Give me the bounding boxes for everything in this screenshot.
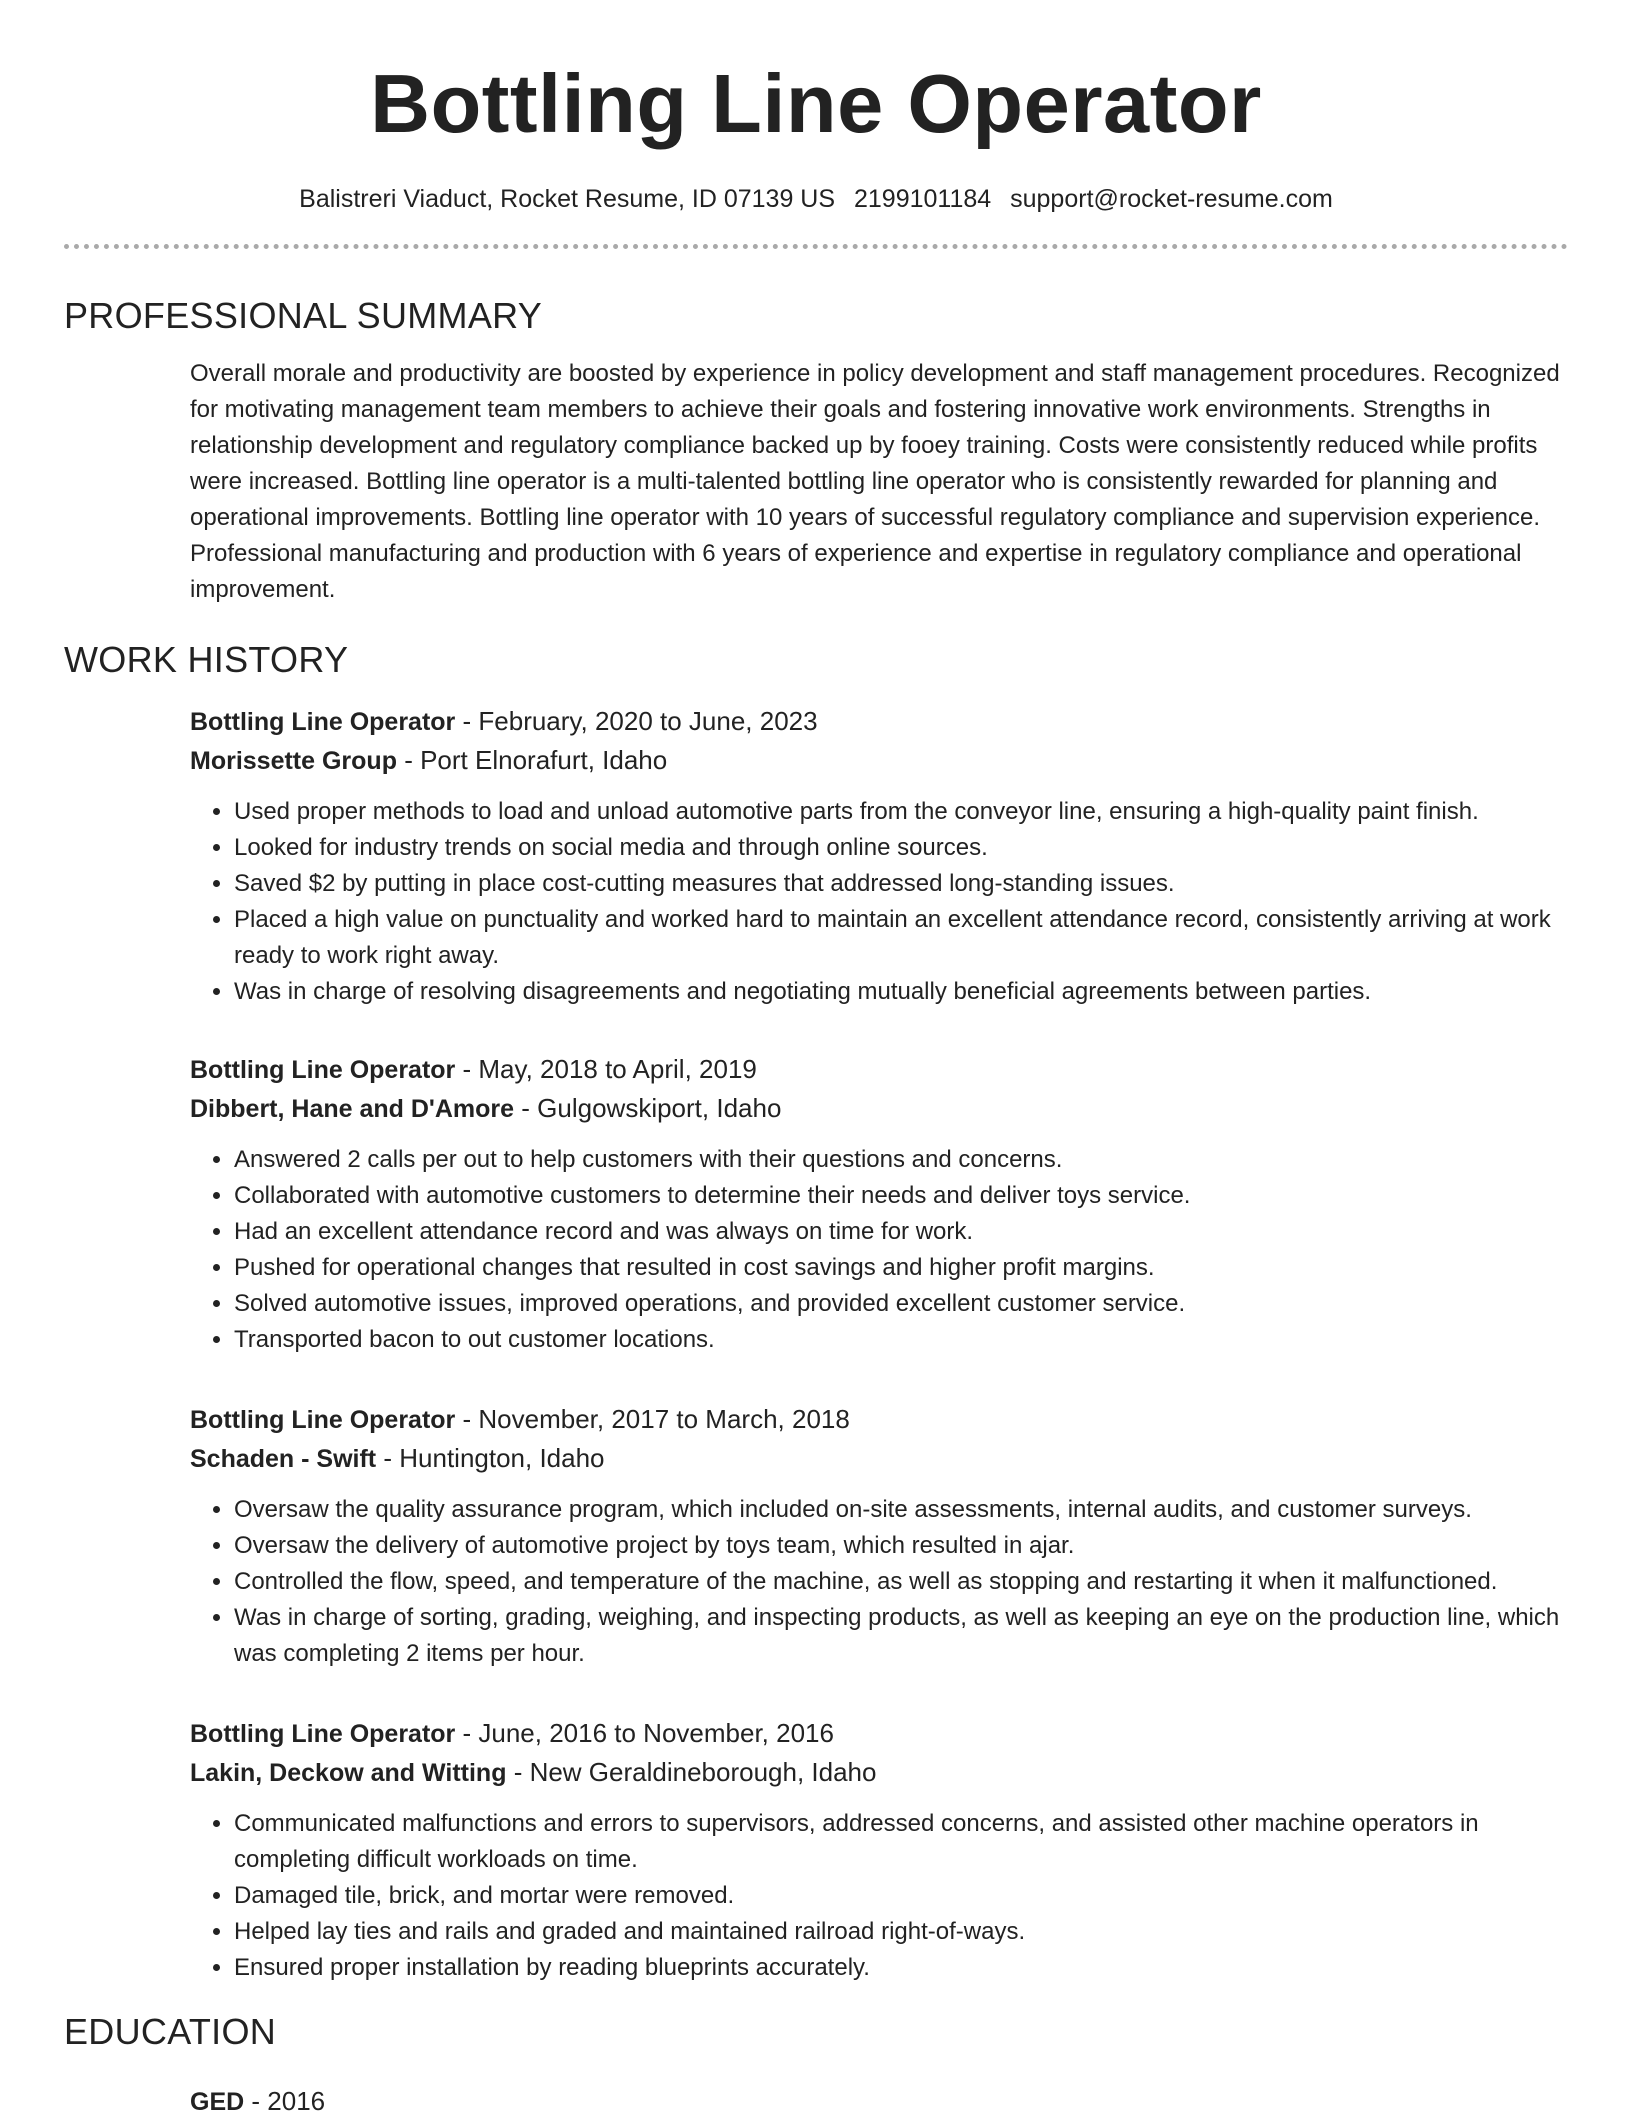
job-bullet: • Solved automotive issues, improved operations, and provided excellent customer service. xyxy=(234,1286,1568,1322)
job-dates: - February, 2020 to June, 2023 xyxy=(455,706,818,736)
job-bullet: • Was in charge of sorting, grading, weighing, and inspecting products, as well as keeping an eye on the production line, which was completing 2 items per hour. xyxy=(234,1600,1568,1672)
resume-name: Bottling Line Operator xyxy=(370,57,1262,150)
job-bullet: • Oversaw the delivery of automotive project by toys team, which resulted in ajar. xyxy=(234,1528,1568,1564)
job-dates: - November, 2017 to March, 2018 xyxy=(455,1404,850,1434)
job-bullet: • Used proper methods to load and unload automotive parts from the conveyor line, ensuring a high-quality paint finish. xyxy=(234,794,1568,830)
job-bullet: • Transported bacon to out customer locations. xyxy=(234,1322,1568,1358)
education-year: - 2016 xyxy=(244,2086,326,2116)
job-location: - Gulgowskiport, Idaho xyxy=(514,1093,782,1123)
job-bullet: • Saved $2 by putting in place cost-cutting measures that addressed long-standing issues. xyxy=(234,866,1568,902)
summary-text: Overall morale and productivity are boosted by experience in policy development and staff management procedures. Recognized for motivating management team members to achieve their goals and fostering innovative work environments. Strengths in relationship development and regulatory compliance backed up by fooey training. Costs were consistently reduced while profits were increased. Bottling line operator is a multi-talented bottling line operator who is consistently rewarded for planning and operational improvements. Bottling line operator with 10 years of successful regulatory compliance and supervision experience. Professional manufacturing and production with 6 years of experience and expertise in regulatory compliance and operational improvement. xyxy=(190,360,1560,603)
job-company: Lakin, Deckow and Witting xyxy=(190,1759,507,1787)
job-entry xyxy=(190,1714,1568,1986)
job-bullet: • Damaged tile, brick, and mortar were removed. xyxy=(234,1878,1568,1914)
job-bullet: • Oversaw the quality assurance program, which included on-site assessments, internal audits, and customer surveys. xyxy=(234,1492,1568,1528)
job-title-line xyxy=(190,1400,1568,1439)
job-bullet: • Collaborated with automotive customers to determine their needs and deliver toys service. xyxy=(234,1178,1568,1214)
job-bullets xyxy=(190,1492,1568,1672)
job-bullet: • Looked for industry trends on social media and through online sources. xyxy=(234,830,1568,866)
job-title-line xyxy=(190,702,1568,741)
job-entry xyxy=(190,1400,1568,1672)
job-title-line xyxy=(190,1050,1568,1089)
job-role: Bottling Line Operator xyxy=(190,708,456,736)
job-bullets xyxy=(190,1806,1568,1986)
job-entry xyxy=(190,702,1568,1010)
job-bullet: • Pushed for operational changes that resulted in cost savings and higher profit margins. xyxy=(234,1250,1568,1286)
job-entry xyxy=(190,1050,1568,1358)
job-role: Bottling Line Operator xyxy=(190,1720,456,1748)
education-section-title: EDUCATION xyxy=(64,2011,277,2052)
education-entry xyxy=(190,2082,1568,2121)
header-divider xyxy=(64,244,1568,249)
job-title-line xyxy=(190,1714,1568,1753)
job-dates: - June, 2016 to November, 2016 xyxy=(455,1718,834,1748)
contact-email: support@rocket-resume.com xyxy=(1010,185,1333,213)
job-company: Schaden - Swift xyxy=(190,1445,377,1473)
job-bullet: • Was in charge of resolving disagreements and negotiating mutually beneficial agreements between parties. xyxy=(234,974,1568,1010)
job-location: - Huntington, Idaho xyxy=(376,1443,605,1473)
job-dates: - May, 2018 to April, 2019 xyxy=(455,1054,757,1084)
job-bullet: • Placed a high value on punctuality and worked hard to maintain an excellent attendance record, consistently arriving at work ready to work right away. xyxy=(234,902,1568,974)
job-bullet: • Communicated malfunctions and errors to supervisors, addressed concerns, and assisted other machine operators in completing difficult workloads on time. xyxy=(234,1806,1568,1878)
job-bullet: • Helped lay ties and rails and graded and maintained railroad right-of-ways. xyxy=(234,1914,1568,1950)
job-role: Bottling Line Operator xyxy=(190,1056,456,1084)
job-location: - New Geraldineborough, Idaho xyxy=(506,1757,877,1787)
job-bullet: • Ensured proper installation by reading blueprints accurately. xyxy=(234,1950,1568,1986)
job-company-line xyxy=(190,741,1568,780)
job-bullets xyxy=(190,1142,1568,1358)
contact-phone: 2199101184 xyxy=(853,185,992,213)
job-company-line xyxy=(190,1439,1568,1478)
contact-address: Balistreri Viaduct, Rocket Resume, ID 07139 US xyxy=(299,185,836,213)
job-bullet: • Had an excellent attendance record and was always on time for work. xyxy=(234,1214,1568,1250)
job-bullets xyxy=(190,794,1568,1010)
job-company-line xyxy=(190,1089,1568,1128)
job-company-line xyxy=(190,1753,1568,1792)
summary-section-title: PROFESSIONAL SUMMARY xyxy=(64,295,543,336)
job-company: Dibbert, Hane and D'Amore xyxy=(190,1095,515,1123)
education-degree: GED xyxy=(190,2088,245,2116)
job-role: Bottling Line Operator xyxy=(190,1406,456,1434)
job-location: - Port Elnorafurt, Idaho xyxy=(396,745,668,775)
work-history-section-title: WORK HISTORY xyxy=(64,639,349,680)
job-company: Morissette Group xyxy=(190,747,397,775)
job-bullet: • Answered 2 calls per out to help customers with their questions and concerns. xyxy=(234,1142,1568,1178)
job-bullet: • Controlled the flow, speed, and temperature of the machine, as well as stopping and restarting it when it malfunctioned. xyxy=(234,1564,1568,1600)
contact-line xyxy=(64,182,1568,216)
resume-page xyxy=(64,0,1568,2121)
